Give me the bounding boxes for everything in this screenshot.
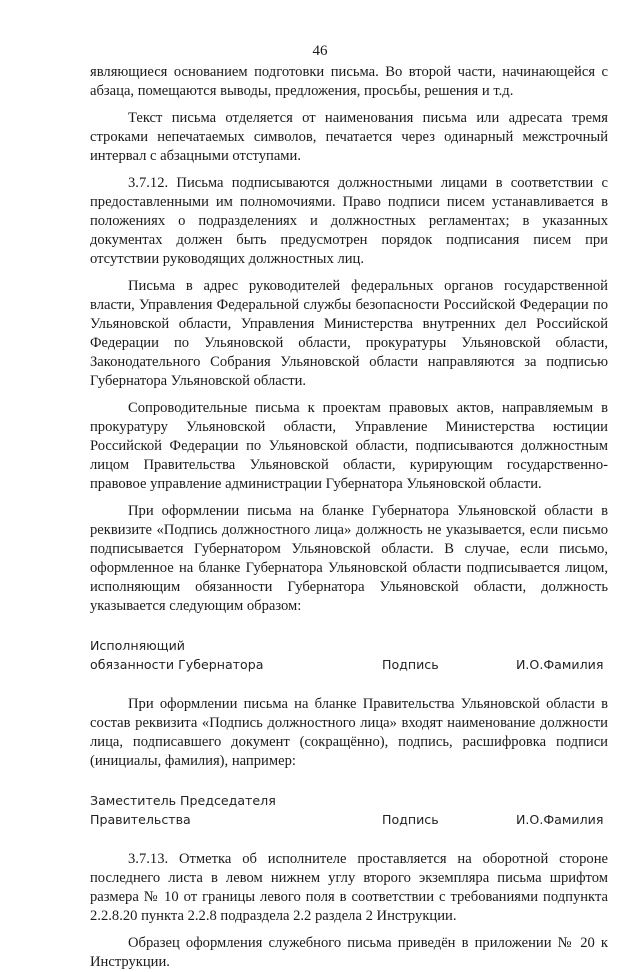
signature-example-acting-governor — [90, 636, 608, 674]
paragraph-continuation: являющиеся основанием подготовки письма. Во второй части, начинающейся с абзаца, помещаются выводы, предложения, просьбы, решения и т.д. — [90, 64, 608, 99]
signature-position-line2: Правительства — [90, 812, 191, 827]
paragraph-federal-addressees: Письма в адрес руководителей федеральных органов государственной власти, Управления Федеральной службы безопасности Российской Федерации по Ульяновской области, Управления Министерства внутренних дел Российской Федерации по Ульяновской области, прокуратуры Ульяновской области, Законодательного Собрания Ульяновской области направляются за подписью Губернатора Ульяновской области. — [90, 278, 608, 389]
paragraph-3-7-12: 3.7.12. Письма подписываются должностными лицами в соответствии с предоставленными им полномочиями. Право подписи писем устанавливается в положениях о подразделениях и должностных регламентах; в указанных документах должен быть предусмотрен порядок подписания писем при отсутствии руководящих должностных лиц. — [90, 175, 608, 267]
page-number: 46 — [312, 43, 328, 59]
signature-example-deputy-chairman — [90, 791, 608, 829]
signature-position-line2: обязанности Губернатора — [90, 657, 264, 672]
signature-name: И.О.Фамилия — [516, 657, 604, 672]
paragraph-3-7-13: 3.7.13. Отметка об исполнителе проставляется на оборотной стороне последнего листа в левом нижнем углу второго экземпляра письма шрифтом размера № 10 от границы левого поля в соответствии с требованиями подпункта 2.2.8.20 пункта 2.2.8 подраздела 2.2 раздела 2 Инструкции. — [90, 851, 608, 924]
signature-placeholder: Подпись — [382, 657, 439, 672]
signature-position-line1: Исполняющий — [90, 638, 185, 653]
paragraph-cover-letters: Сопроводительные письма к проектам правовых актов, направляемым в прокуратуру Ульяновской области, Управление Министерства юстиции Российской Федерации по Ульяновской области, подписываются должностным лицом Правительства Ульяновской области, курирующим государственно-правовое управление администрации Губернатора Ульяновской области. — [90, 400, 608, 492]
signature-position-line1: Заместитель Председателя — [90, 793, 276, 808]
paragraph-government-letterhead: При оформлении письма на бланке Правительства Ульяновской области в состав реквизита «Подпись должностного лица» входят наименование должности лица, подписавшего документ (сокращённо), подпись, расшифровка подписи (инициалы, фамилия), например: — [90, 696, 608, 769]
signature-name: И.О.Фамилия — [516, 812, 604, 827]
signature-placeholder: Подпись — [382, 812, 439, 827]
paragraph-sample-reference: Образец оформления служебного письма приведён в приложении № 20 к Инструкции. — [90, 935, 608, 970]
paragraph-letter-text-format: Текст письма отделяется от наименования письма или адресата тремя строками непечатаемых символов, печатается через одинарный межстрочный интервал с абзацными отступами. — [90, 110, 608, 164]
paragraph-governor-letterhead: При оформлении письма на бланке Губернатора Ульяновской области в реквизите «Подпись должностного лица» должность не указывается, если письмо подписывается Губернатором Ульяновской области. В случае, если письмо, оформленное на бланке Губернатора Ульяновской области подписывается лицом, исполняющим обязанности Губернатора Ульяновской области, должность указывается следующим образом: — [90, 503, 608, 614]
document-body — [90, 63, 608, 972]
